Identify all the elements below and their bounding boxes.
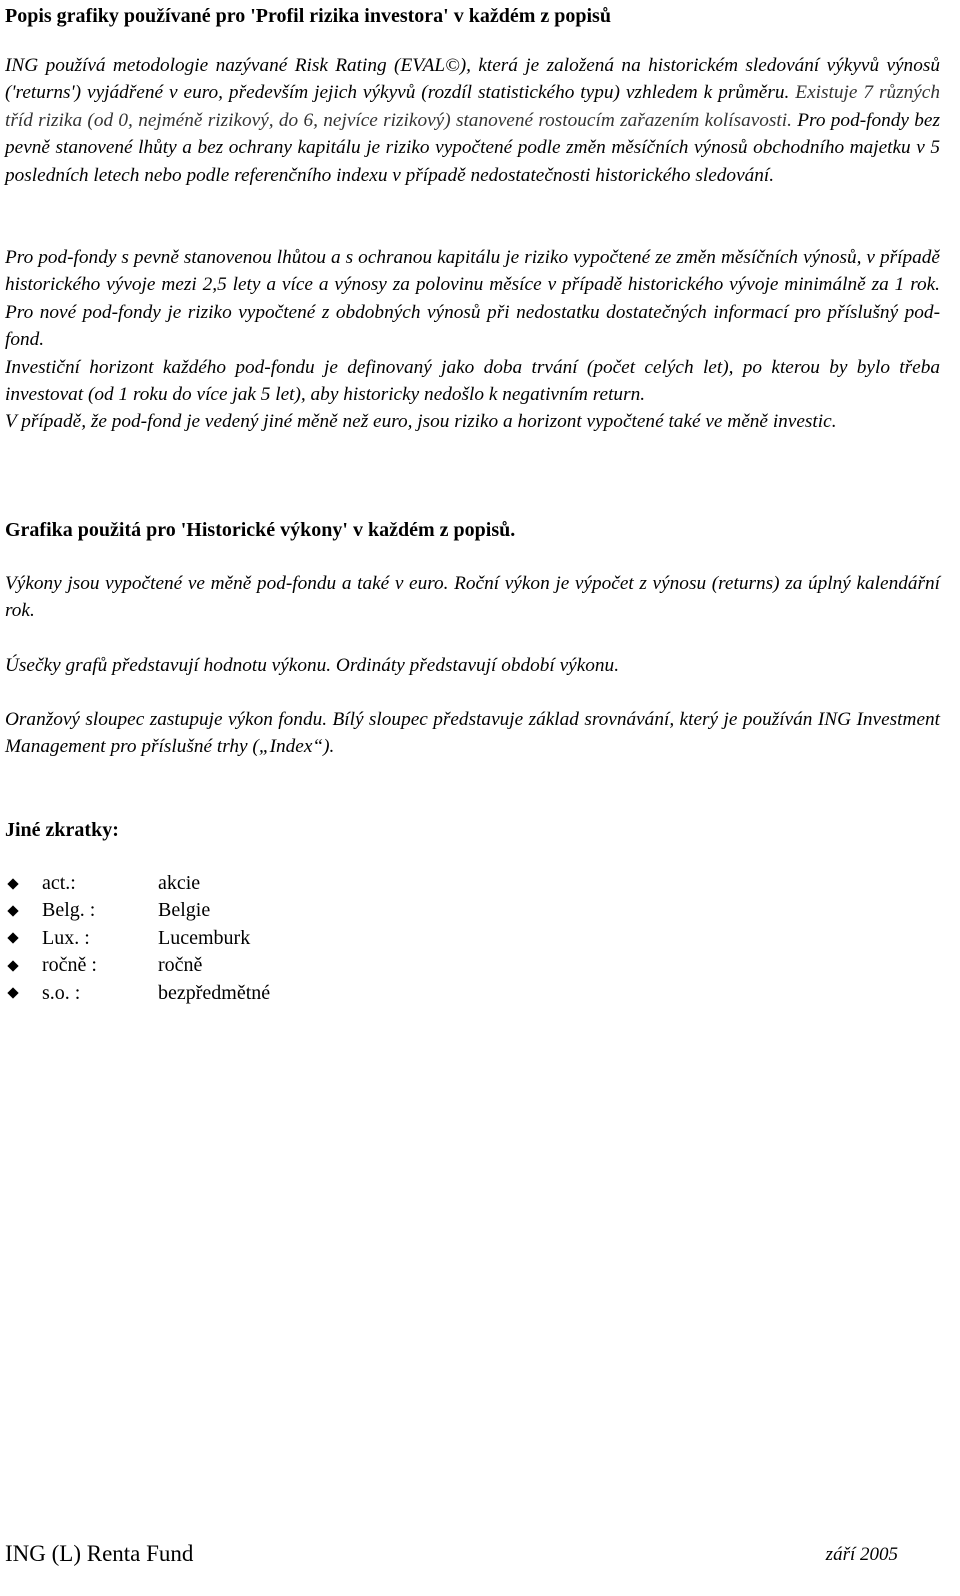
performance-paragraph-1: Výkony jsou vypočtené ve měně pod-fondu a také v euro. Roční výkon je výpočet z výnosu (returns) za úplný kalendářní rok. bbox=[5, 573, 940, 622]
abbreviation: act.: bbox=[42, 872, 76, 894]
risk-classes-text: Existuje 7 různých tříd rizika (od 0, nejméně rizikový, do 6, nejvíce rizikový) stanovené rostoucím zařazením kolísavosti. bbox=[5, 82, 941, 131]
currency-paragraph: V případě, že pod-fond je vedený jiné měně než euro, jsou riziko a horizont vypočtené také ve měně investic. bbox=[5, 411, 837, 432]
diamond-bullet-icon bbox=[7, 905, 18, 916]
abbreviation: ročně : bbox=[42, 954, 97, 977]
diamond-bullet-icon bbox=[7, 960, 18, 971]
list-item bbox=[5, 870, 270, 897]
list-item bbox=[5, 980, 270, 1007]
risk-profile-paragraph-1 bbox=[5, 52, 940, 189]
abbreviation-meaning: Lucemburk bbox=[158, 926, 251, 949]
list-item bbox=[5, 952, 270, 979]
abbreviation-meaning: ročně bbox=[158, 954, 203, 977]
abbreviation-meaning: bezpředmětné bbox=[158, 981, 271, 1004]
abbreviations-list bbox=[5, 870, 270, 1007]
footer-date: září 2005 bbox=[825, 1544, 898, 1565]
diamond-bullet-icon bbox=[7, 988, 18, 999]
risk-rating-intro: ING používá metodologie nazývané Risk Rating (EVAL©), která je založená na historickém sledování výkyvů výnosů ('returns') vyjádřené v euro, především jejich výkyvů (rozdíl statistického typu) vzhledem k průměru. bbox=[5, 55, 940, 104]
section-title-historical-performance: Grafika použitá pro 'Historické výkony' v každém z popisů. bbox=[5, 519, 516, 541]
performance-paragraph-3: Oranžový sloupec zastupuje výkon fondu. Bílý sloupec představuje základ srovnávání, který je používán ING Investment Management pro příslušné trhy („Index“). bbox=[5, 709, 940, 758]
diamond-bullet-icon bbox=[7, 878, 18, 889]
section-title-abbreviations: Jiné zkratky: bbox=[5, 819, 119, 841]
abbreviation: Belg. : bbox=[42, 899, 96, 922]
risk-profile-paragraph-2: Pro pod-fondy s pevně stanovenou lhůtou a s ochranou kapitálu je riziko vypočtené ze změn měsíčních výnosů, v případě historického vývoje mezi 2,5 lety a více a výnosy za polovinu měsíce v případě historického vývoje minimálně za 1 rok. Pro nové pod-fondy je riziko vypočtené z obdobných výnosů při nedostatku dostatečných informací pro příslušný pod-fond. bbox=[5, 247, 940, 351]
abbreviation: Lux. : bbox=[42, 926, 90, 949]
no-term-funds-text: Pro pod-fondy bez pevně stanovené lhůty a bez ochrany kapitálu je riziko vypočtené podle změn měsíčních výnosů obchodního majetku v 5 posledních letech nebo podle referenčního indexu v případě nedostatečnosti historického sledování. bbox=[5, 109, 940, 186]
abbreviation-meaning: akcie bbox=[158, 872, 201, 894]
investment-horizon-paragraph: Investiční horizont každého pod-fondu je definovaný jako doba trvání (počet celých let), po kterou by bylo třeba investovat (od 1 roku do více jak 5 let), aby historicky nedošlo k negativním return. bbox=[5, 357, 940, 406]
list-item bbox=[5, 897, 270, 924]
diamond-bullet-icon bbox=[7, 933, 18, 944]
list-item bbox=[5, 925, 270, 952]
footer-fund-name: ING (L) Renta Fund bbox=[5, 1541, 194, 1566]
section-title-risk-profile: Popis grafiky používané pro 'Profil rizika investora' v každém z popisů bbox=[5, 5, 611, 27]
abbreviation: s.o. : bbox=[42, 981, 81, 1004]
abbreviation-meaning: Belgie bbox=[158, 899, 211, 922]
performance-paragraph-2: Úsečky grafů představují hodnotu výkonu. Ordináty představují období výkonu. bbox=[5, 655, 620, 676]
